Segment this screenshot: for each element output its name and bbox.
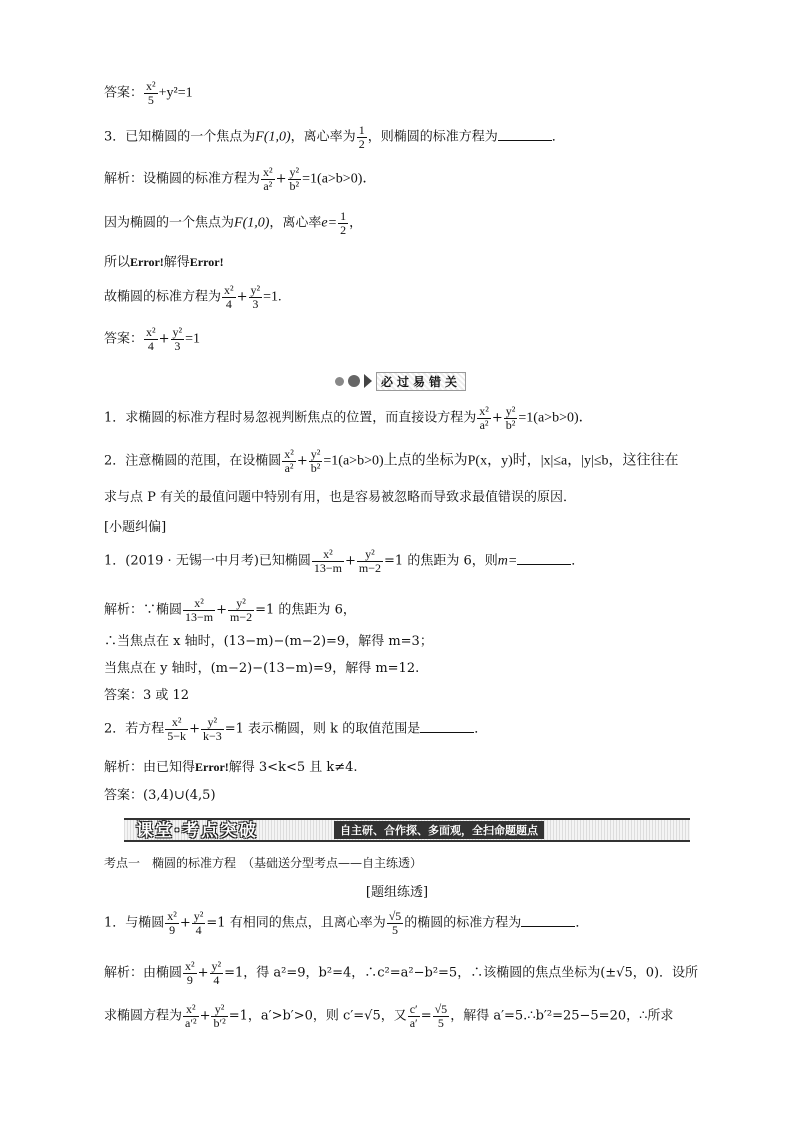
answer-line-3: 答案： $\frac{\text{x²}}{4}$ + $\frac{\text{y²}}{3}$ =1	[104, 325, 201, 353]
answer-blank	[498, 130, 552, 141]
correction-1: 1．(2019 · 无锡一中月考)已知椭圆 $\frac{\text{x²}}{13-m}$ + $\frac{\text{y²}}{m-2}$ =1 的焦距为 6，则m= ．	[104, 547, 585, 575]
solution-3-line-3: 所以Error!解得Error!	[104, 255, 224, 270]
answer-blank	[420, 722, 474, 733]
banner-title: 课堂·考点突破	[136, 821, 258, 841]
correction-heading: [小题纠偏]	[104, 520, 167, 535]
answer-line: 答案：3 或 12	[104, 688, 190, 703]
answer-line: 答案：(3,4)∪(4,5)	[104, 788, 216, 803]
question-3: 3．已知椭圆的一个焦点为F(1,0)，离心率为 $\frac{1}{2}$ ，则椭圆的标准方程为 ．	[104, 123, 565, 151]
pitfall-1: 1．求椭圆的标准方程时易忽视判断焦点的位置，而直接设方程为 $\frac{\text{x²}}{\text{a²}}$ + $\frac{\text{y²}}{\text{b²}}$ =1(a>b>0)．	[104, 404, 593, 432]
subsection-tag: [题组练透]	[365, 885, 429, 900]
pitfall-2-cont: 求与点 P 有关的最值问题中特别有用，也是容易被忽略而导致求最值错误的原因．	[104, 490, 577, 505]
error-text: Error!	[195, 760, 229, 774]
solution-3-line-4: 故椭圆的标准方程为 $\frac{\text{x²}}{4}$ + $\frac{\text{y²}}{3}$ =1.	[104, 283, 282, 311]
section-banner-pitfalls	[335, 372, 466, 390]
dot-icon	[348, 375, 360, 387]
answer-blank	[521, 916, 575, 927]
fraction: $\frac{1}{2}$	[358, 123, 365, 151]
answer-line-1	[104, 80, 193, 106]
pitfall-2: 2．注意椭圆的范围，在设椭圆 $\frac{\text{x²}}{\text{a²}}$ + $\frac{\text{y²}}{\text{b²}}$ =1(a>b>0)上点的坐标为P(x，y)时，|x|≤a，|y|≤b，这往往在	[104, 447, 679, 475]
solution-3-line-1: 解析：设椭圆的标准方程为 $\frac{\text{x²}}{\text{a²}}$ + $\frac{\text{y²}}{\text{b²}}$ =1(a>b>0)．	[104, 165, 377, 193]
equation: +y²=1	[158, 85, 193, 101]
correction-2: 2．若方程 $\frac{\text{x²}}{5-k}$ + $\frac{\text{y²}}{k-3}$ =1 表示椭圆，则 k 的取值范围是 ．	[104, 715, 488, 743]
topic-heading: 考点一 椭圆的标准方程 （基础送分型考点——自主练透）	[104, 856, 423, 870]
solution-3-line-2: 因为椭圆的一个焦点为F(1,0)，离心率e= $\frac{1}{2}$ ，	[104, 209, 363, 237]
dot-icon	[335, 377, 344, 386]
answer-label: 答案：	[104, 85, 144, 101]
answer-blank	[517, 554, 571, 565]
solution-line: ∴当焦点在 x 轴时，(13−m)−(m−2)=9，解得 m=3；	[104, 634, 433, 649]
arrow-icon	[364, 374, 372, 388]
problem-1-solution-cont: 求椭圆方程为 $\frac{\text{x²}}{\text{a′²}}$ + $\frac{\text{y²}}{\text{b′²}}$ =1，a′>b′>0，则 c′=√5，又 $\frac{c'}{a'}$ = $\frac{√5}{5}$ ，解得 a′=5.∴b′²=25−5=20，∴所求	[104, 1002, 674, 1030]
correction-1-solution: 解析：∵椭圆 $\frac{\text{x²}}{13-m}$ + $\frac{\text{y²}}{m-2}$ =1 的焦距为 6，	[104, 596, 356, 624]
banner-subtitle: 自主研、合作探、多面观，全扫命题题点	[334, 821, 544, 839]
solution-line: 当焦点在 y 轴时，(m−2)−(13−m)=9，解得 m=12.	[104, 661, 420, 676]
fraction: $\frac{\text{x²}}{5}$	[146, 79, 156, 107]
banner-title: 必过易错关	[376, 372, 466, 391]
error-text: Error!	[130, 255, 164, 269]
correction-2-solution: 解析：由已知得Error!解得 3<k<5 且 k≠4.	[104, 760, 358, 775]
problem-1-solution: 解析：由椭圆 $\frac{\text{x²}}{9}$ + $\frac{\text{y²}}{4}$ =1，得 a²=9，b²=4，∴c²=a²−b²=5，∴该椭圆的焦点坐标为(±√5，0)．设所	[104, 959, 699, 987]
error-text: Error!	[189, 255, 224, 269]
section-banner-classroom	[124, 818, 690, 842]
problem-1: 1．与椭圆 $\frac{\text{x²}}{9}$ + $\frac{\text{y²}}{4}$ =1 有相同的焦点，且离心率为 $\frac{√5}{5}$ 的椭圆的标准方程为 ．	[104, 909, 589, 937]
